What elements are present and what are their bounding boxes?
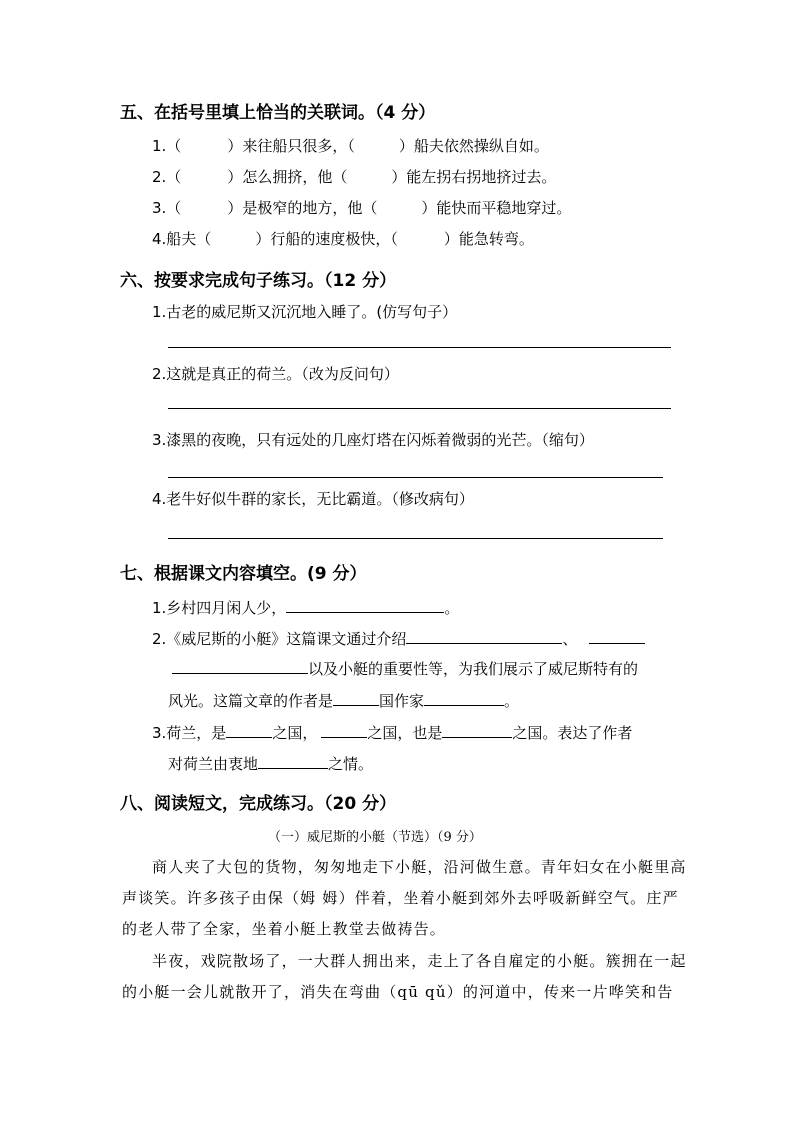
s5-q3-part-a: 3.（ bbox=[152, 199, 182, 217]
s7-q3-blank-3[interactable] bbox=[442, 723, 512, 738]
s7-q2-part-d: 风光。这篇文章的作者是 bbox=[168, 692, 334, 710]
s7-question-2-line-1 bbox=[152, 628, 645, 649]
s5-question-1 bbox=[152, 135, 549, 156]
s5-q1-part-a: 1.（ bbox=[152, 137, 182, 155]
s5-q3-part-b: ）是极窄的地方，他（ bbox=[227, 199, 378, 217]
s7-q1-part-a: 1.乡村四月闲人少， bbox=[152, 599, 287, 617]
s7-question-3-line-1 bbox=[152, 722, 632, 743]
s5-q4-part-c: ）能急转弯。 bbox=[443, 230, 534, 248]
s6-answer-line-4[interactable] bbox=[168, 538, 663, 539]
s6-question-3: 3.漆黑的夜晚，只有远处的几座灯塔在闪烁着微弱的光芒。（缩句） bbox=[152, 431, 594, 449]
passage-p2-line-2: 的小艇一会儿就散开了，消失在弯曲（qū qǔ）的河道中，传来一片哗笑和告 bbox=[122, 983, 674, 1001]
passage-p1-line-2: 声谈笑。许多孩子由保（姆 姆）伴着，坐着小艇到郊外去呼吸新鲜空气。庄严 bbox=[122, 889, 679, 907]
section-7-heading: 七、根据课文内容填空。(9 分） bbox=[120, 564, 367, 584]
s7-q3-part-b: 之国， bbox=[272, 724, 318, 742]
s7-q3-blank-4[interactable] bbox=[258, 754, 328, 769]
s7-q1-blank[interactable] bbox=[286, 598, 444, 613]
s5-q1-part-c: ）船夫依然操纵自如。 bbox=[398, 137, 549, 155]
s5-question-3 bbox=[152, 197, 571, 218]
s7-q2-part-e: 国作家 bbox=[379, 692, 425, 710]
s5-q2-part-b: ）怎么拥挤，他（ bbox=[227, 168, 348, 186]
passage-p1-line-1: 商人夹了大包的货物，匆匆地走下小艇，沿河做生意。青年妇女在小艇里高 bbox=[152, 858, 687, 876]
s7-q1-part-b: 。 bbox=[444, 599, 460, 617]
s7-q3-part-d: 之国。表达了作者 bbox=[512, 724, 633, 742]
s5-q1-part-b: ）来往船只很多，（ bbox=[227, 137, 355, 155]
s5-q3-part-c: ）能快而平稳地穿过。 bbox=[421, 199, 572, 217]
s7-q2-part-a: 2.《威尼斯的小艇》这篇课文通过介绍 bbox=[152, 630, 407, 648]
s6-question-2: 2.这就是真正的荷兰。（改为反问句） bbox=[152, 365, 399, 383]
s7-q3-blank-2[interactable] bbox=[321, 723, 367, 738]
s7-q3-part-e: 对荷兰由衷地 bbox=[168, 755, 259, 773]
s5-q2-part-c: ）能左拐右拐地挤过去。 bbox=[391, 168, 557, 186]
passage-p1-line-3: 的老人带了全家，坐着小艇上教堂去做祷告。 bbox=[122, 920, 447, 938]
s6-question-1: 1.古老的威尼斯又沉沉地入睡了。(仿写句子） bbox=[152, 303, 458, 321]
s7-q2-blank-4[interactable] bbox=[424, 691, 504, 706]
s6-answer-line-3[interactable] bbox=[168, 477, 663, 478]
s6-answer-line-1[interactable] bbox=[168, 347, 671, 348]
section-5-heading: 五、在括号里填上恰当的关联词。（4 分） bbox=[120, 103, 436, 123]
passage-subtitle: （一）威尼斯的小艇（节选）（9 分） bbox=[268, 830, 482, 845]
s5-q4-part-b: ）行船的速度极快，（ bbox=[255, 230, 398, 248]
s5-q2-part-a: 2.（ bbox=[152, 168, 182, 186]
s7-q3-part-f: 之情。 bbox=[328, 755, 374, 773]
s5-q4-part-a: 4.船夫（ bbox=[152, 230, 212, 248]
section-6-heading: 六、按要求完成句子练习。（12 分） bbox=[120, 271, 397, 291]
passage-p2-line-1: 半夜，戏院散场了，一大群人拥出来，走上了各自雇定的小艇。簇拥在一起 bbox=[152, 952, 687, 970]
section-8-heading: 八、阅读短文，完成练习。（20 分） bbox=[120, 794, 397, 814]
s7-q2-part-c: 以及小艇的重要性等，为我们展示了威尼斯特有的 bbox=[308, 660, 639, 678]
s7-question-1 bbox=[152, 597, 459, 618]
s7-q3-part-a: 3.荷兰，是 bbox=[152, 724, 227, 742]
s7-question-3-line-2 bbox=[168, 753, 373, 774]
s7-q3-part-c: 之国，也是 bbox=[367, 724, 443, 742]
s7-q2-blank-1[interactable] bbox=[406, 629, 562, 644]
s7-question-2-line-2 bbox=[172, 658, 638, 679]
s7-q2-part-b: 、 bbox=[562, 630, 578, 648]
s6-answer-line-2[interactable] bbox=[168, 408, 671, 409]
s5-question-4 bbox=[152, 228, 534, 249]
s5-question-2 bbox=[152, 166, 556, 187]
s7-q2-blank-2-cont[interactable] bbox=[172, 659, 308, 674]
s7-question-2-line-3 bbox=[168, 690, 519, 711]
s7-q2-blank-3[interactable] bbox=[333, 691, 379, 706]
s7-q2-part-f: 。 bbox=[504, 692, 520, 710]
s7-q3-blank-1[interactable] bbox=[226, 723, 272, 738]
s7-q2-blank-2[interactable] bbox=[589, 629, 645, 644]
s6-question-4: 4.老牛好似牛群的家长，无比霸道。（修改病句） bbox=[152, 490, 474, 508]
